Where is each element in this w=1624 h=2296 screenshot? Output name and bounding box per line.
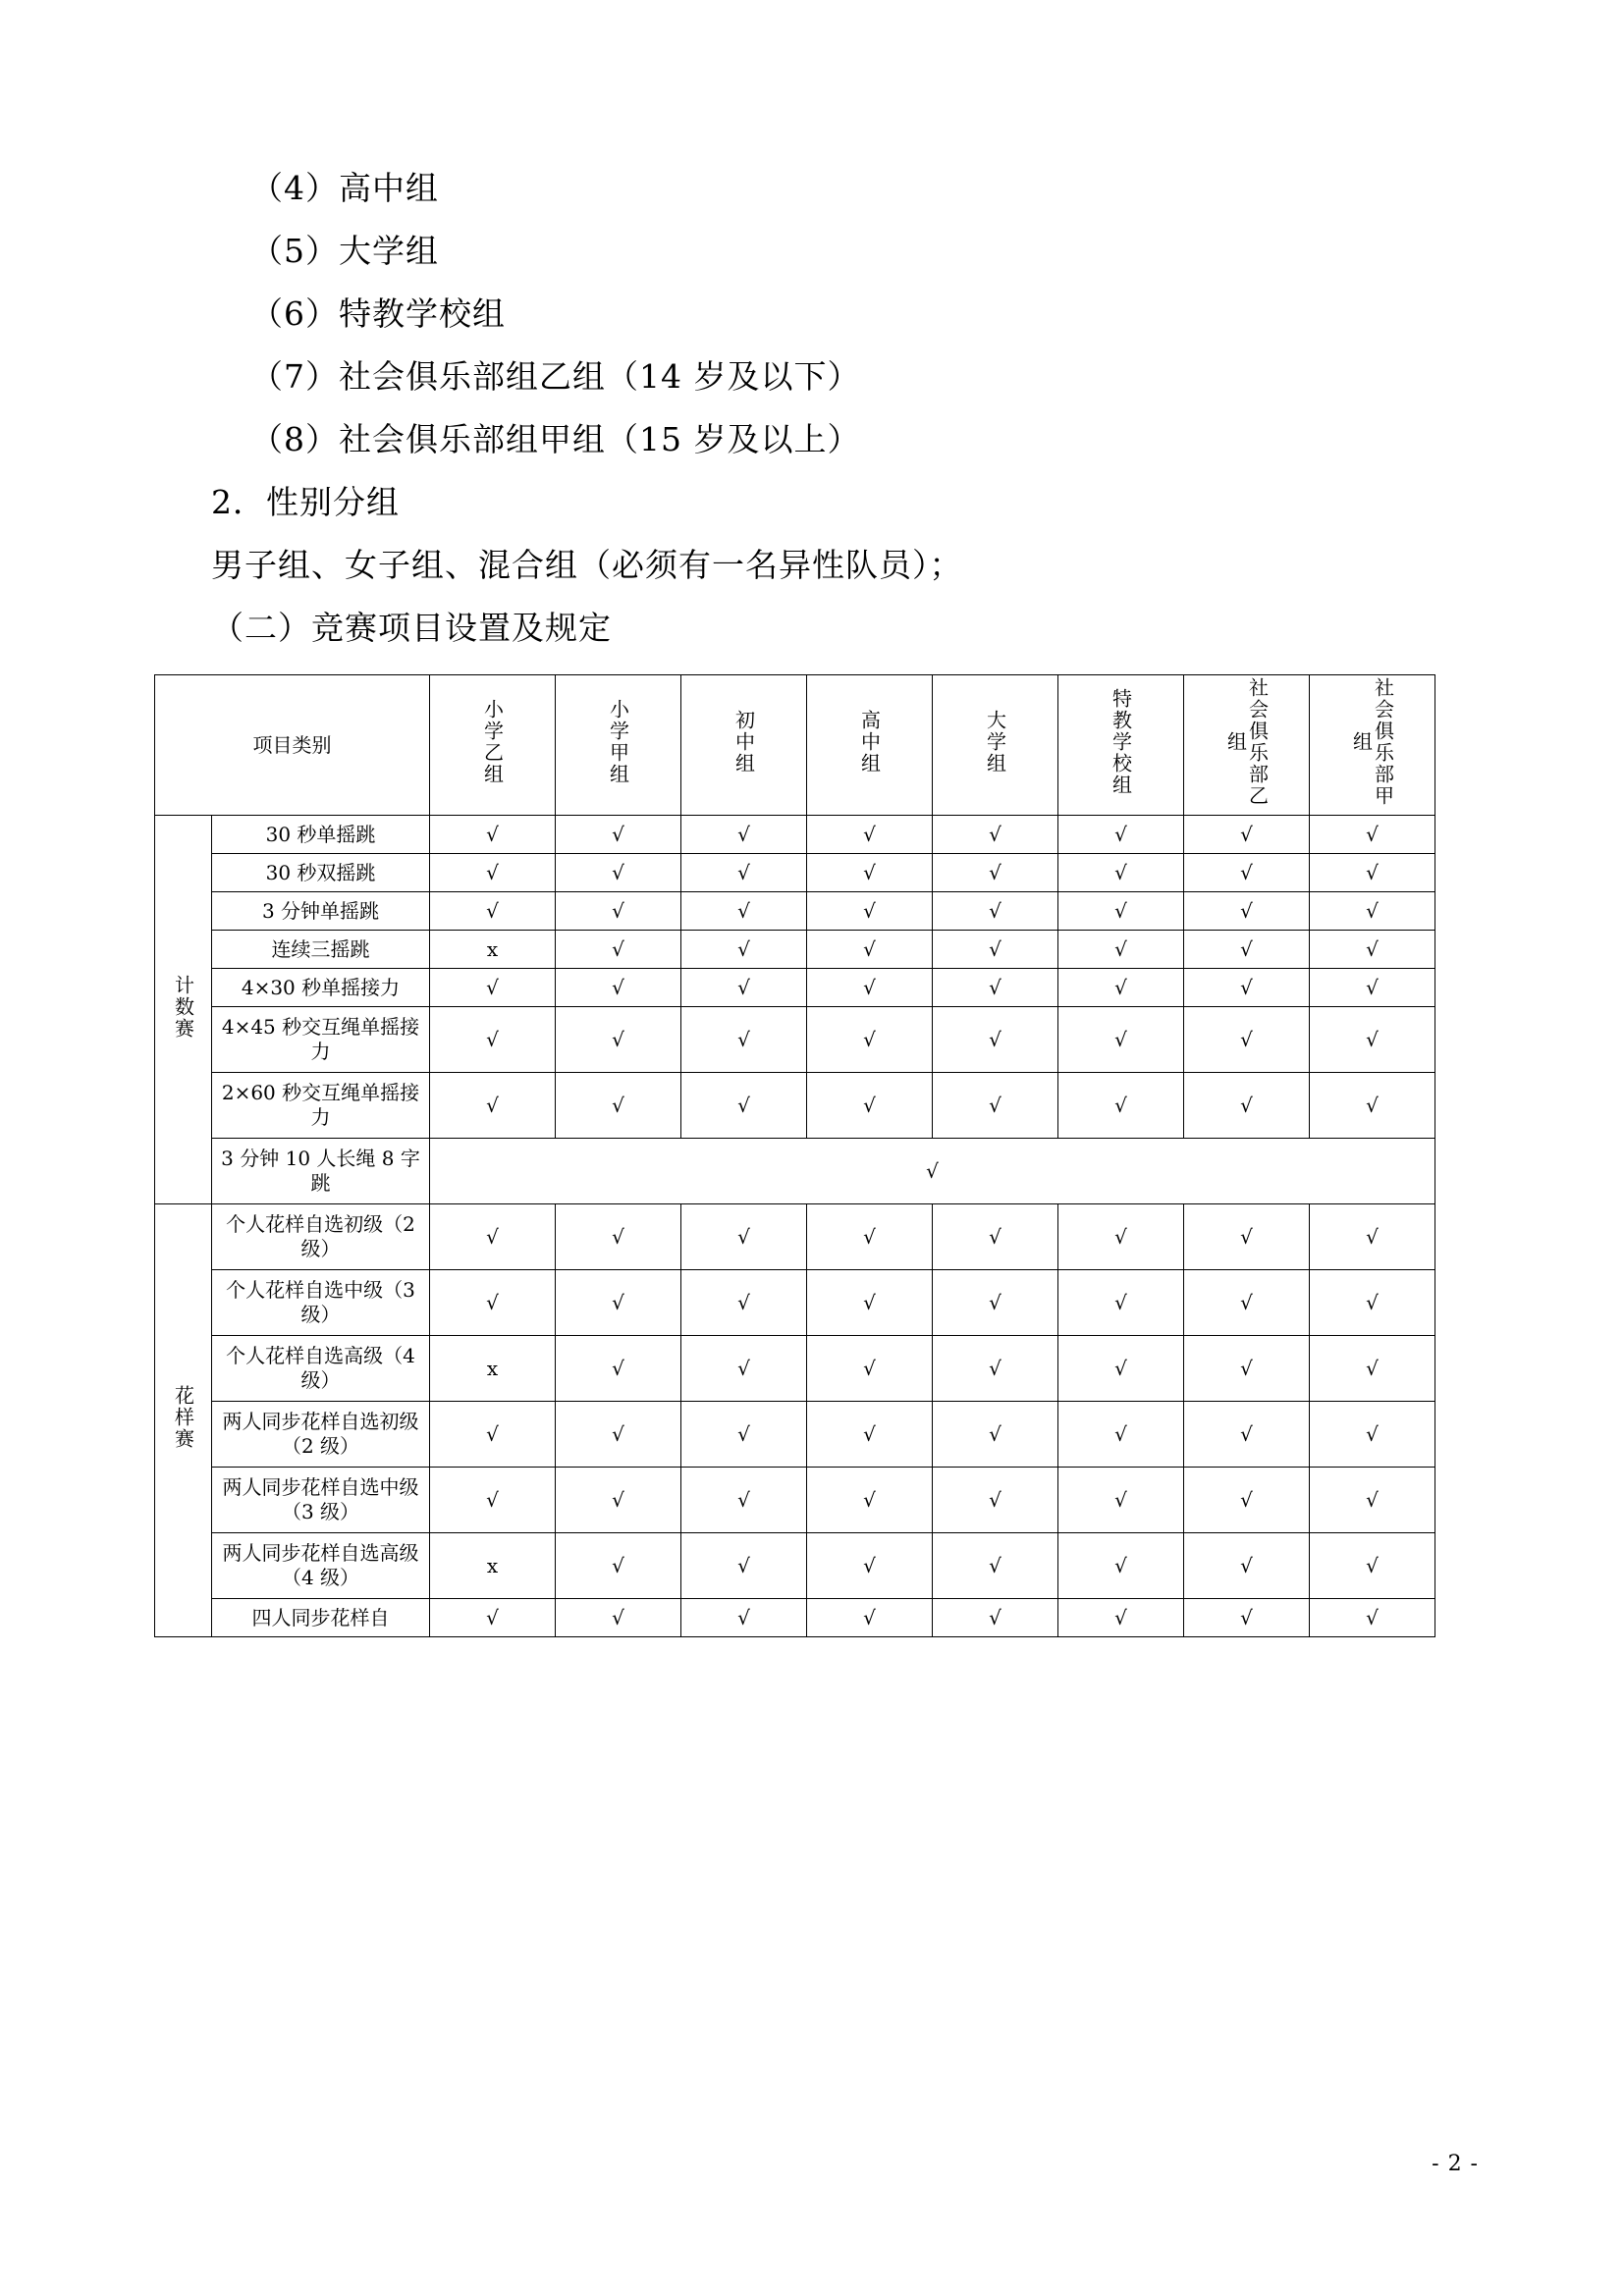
row-mark: √ <box>933 816 1058 854</box>
row-mark: √ <box>1310 1468 1435 1533</box>
row-mark: √ <box>556 931 681 969</box>
row-mark: √ <box>1184 1073 1310 1139</box>
paragraph: （6）特教学校组 <box>250 294 506 333</box>
header-group-2 <box>681 675 807 816</box>
row-item: 3 分钟单摇跳 <box>212 892 430 931</box>
row-mark: √ <box>681 1204 807 1270</box>
header-group-0-label: 小学乙组 <box>480 699 505 785</box>
row-mark: √ <box>556 969 681 1007</box>
row-mark: √ <box>1058 1468 1184 1533</box>
row-mark: √ <box>681 1468 807 1533</box>
header-item-category: 项目类别 <box>155 675 430 816</box>
header-group-4-label: 大学组 <box>983 710 1007 774</box>
row-mark: √ <box>1310 1270 1435 1336</box>
row-mark: √ <box>1184 1007 1310 1073</box>
row-mark: √ <box>1310 892 1435 931</box>
table-row <box>155 1073 1435 1139</box>
row-mark: √ <box>430 854 556 892</box>
header-group-5 <box>1058 675 1184 816</box>
row-mark: √ <box>681 969 807 1007</box>
table-row <box>155 1336 1435 1402</box>
table-row <box>155 1599 1435 1637</box>
row-mark: √ <box>430 969 556 1007</box>
row-mark: √ <box>1184 854 1310 892</box>
row-mark: √ <box>1310 816 1435 854</box>
row-mark: √ <box>430 1073 556 1139</box>
row-mark: √ <box>807 1533 933 1599</box>
row-mark: √ <box>430 1599 556 1637</box>
row-item: 3 分钟 10 人长绳 8 字跳 <box>212 1139 430 1204</box>
paragraph: （5）大学组 <box>250 232 439 270</box>
row-mark: √ <box>556 892 681 931</box>
row-mark: √ <box>1058 1270 1184 1336</box>
row-item: 连续三摇跳 <box>212 931 430 969</box>
row-mark: √ <box>1058 1007 1184 1073</box>
row-mark: √ <box>807 892 933 931</box>
row-mark: √ <box>430 892 556 931</box>
events-table <box>154 674 1435 1637</box>
row-mark: √ <box>430 1270 556 1336</box>
paragraph: （8）社会俱乐部组甲组（15 岁及以上） <box>250 420 861 458</box>
row-mark: √ <box>807 854 933 892</box>
row-mark: √ <box>1058 1336 1184 1402</box>
row-mark: √ <box>807 1336 933 1402</box>
row-mark: √ <box>1058 892 1184 931</box>
row-item: 30 秒双摇跳 <box>212 854 430 892</box>
category-label-0: 计数赛 <box>171 974 195 1040</box>
row-mark: √ <box>807 969 933 1007</box>
row-mark: √ <box>1184 1270 1310 1336</box>
row-mark: √ <box>933 1468 1058 1533</box>
row-mark: √ <box>1184 931 1310 969</box>
row-mark: x <box>430 931 556 969</box>
row-mark: √ <box>933 1402 1058 1468</box>
row-mark: √ <box>556 1533 681 1599</box>
row-mark: √ <box>807 1599 933 1637</box>
row-mark: √ <box>1058 1204 1184 1270</box>
row-mark: √ <box>1058 816 1184 854</box>
table-row <box>155 931 1435 969</box>
row-mark: √ <box>1310 969 1435 1007</box>
category-cell-0 <box>155 816 212 1204</box>
header-group-6 <box>1184 675 1310 816</box>
row-mark: √ <box>933 931 1058 969</box>
table-row <box>155 1533 1435 1599</box>
header-group-4 <box>933 675 1058 816</box>
row-mark: √ <box>430 1402 556 1468</box>
row-mark: √ <box>556 1007 681 1073</box>
row-mark: √ <box>681 1599 807 1637</box>
row-mark: √ <box>681 1533 807 1599</box>
row-mark: √ <box>807 1402 933 1468</box>
row-mark: √ <box>1310 1204 1435 1270</box>
row-mark: √ <box>807 1007 933 1073</box>
row-mark: √ <box>1310 1402 1435 1468</box>
table-row <box>155 1270 1435 1336</box>
row-mark: √ <box>1058 1402 1184 1468</box>
row-mark: √ <box>1184 816 1310 854</box>
header-group-3 <box>807 675 933 816</box>
row-mark: √ <box>681 1402 807 1468</box>
page-content <box>152 169 1478 1637</box>
row-mark: √ <box>556 1468 681 1533</box>
row-mark: √ <box>807 816 933 854</box>
row-mark: √ <box>1058 931 1184 969</box>
row-mark: √ <box>430 1468 556 1533</box>
table-row <box>155 1007 1435 1073</box>
page-number: - 2 - <box>1432 2152 1479 2176</box>
row-mark-spanned: √ <box>430 1139 1435 1204</box>
row-mark: √ <box>556 854 681 892</box>
row-mark: √ <box>1184 1599 1310 1637</box>
row-mark: √ <box>933 1270 1058 1336</box>
row-mark: √ <box>1184 1402 1310 1468</box>
category-label-1: 花样赛 <box>171 1385 195 1450</box>
row-mark: √ <box>1058 1073 1184 1139</box>
row-mark: √ <box>1184 892 1310 931</box>
header-group-6-label: 社会俱乐部乙组 <box>1223 677 1270 807</box>
row-mark: √ <box>1310 1007 1435 1073</box>
row-item: 两人同步花样自选中级（3 级） <box>212 1468 430 1533</box>
table-row <box>155 1204 1435 1270</box>
row-mark: √ <box>681 931 807 969</box>
row-mark: √ <box>556 1204 681 1270</box>
row-mark: √ <box>1058 1533 1184 1599</box>
row-item: 两人同步花样自选高级（4 级） <box>212 1533 430 1599</box>
row-mark: √ <box>430 1204 556 1270</box>
row-mark: √ <box>933 1007 1058 1073</box>
table-row <box>155 1139 1435 1204</box>
row-mark: √ <box>933 892 1058 931</box>
table-header <box>155 675 1435 816</box>
paragraph: （4）高中组 <box>250 169 439 207</box>
row-mark: √ <box>681 1073 807 1139</box>
row-mark: √ <box>1184 1468 1310 1533</box>
row-item: 4×45 秒交互绳单摇接力 <box>212 1007 430 1073</box>
row-item: 个人花样自选高级（4 级） <box>212 1336 430 1402</box>
table-header-row <box>155 675 1435 816</box>
header-group-3-label: 高中组 <box>857 710 882 774</box>
row-item: 4×30 秒单摇接力 <box>212 969 430 1007</box>
row-mark: √ <box>556 1402 681 1468</box>
row-mark: √ <box>933 1073 1058 1139</box>
row-mark: √ <box>556 1599 681 1637</box>
row-mark: √ <box>556 1073 681 1139</box>
row-mark: √ <box>681 816 807 854</box>
paragraph: 男子组、女子组、混合组（必须有一名异性队员）； <box>211 546 963 584</box>
table-row <box>155 1402 1435 1468</box>
row-mark: √ <box>1184 969 1310 1007</box>
row-mark: √ <box>807 931 933 969</box>
row-mark: √ <box>556 1336 681 1402</box>
row-mark: √ <box>1058 854 1184 892</box>
row-item: 个人花样自选初级（2 级） <box>212 1204 430 1270</box>
row-mark: √ <box>933 1533 1058 1599</box>
header-group-1-label: 小学甲组 <box>606 699 630 785</box>
row-mark: √ <box>807 1204 933 1270</box>
row-mark: x <box>430 1336 556 1402</box>
row-mark: √ <box>430 816 556 854</box>
row-mark: √ <box>807 1468 933 1533</box>
row-mark: √ <box>933 1204 1058 1270</box>
header-group-5-label: 特教学校组 <box>1109 688 1133 796</box>
row-mark: √ <box>807 1073 933 1139</box>
row-item: 30 秒单摇跳 <box>212 816 430 854</box>
paragraph: （7）社会俱乐部组乙组（14 岁及以下） <box>250 357 861 396</box>
row-item: 四人同步花样自 <box>212 1599 430 1637</box>
row-mark: √ <box>1184 1533 1310 1599</box>
category-cell-1 <box>155 1204 212 1637</box>
row-mark: √ <box>1310 854 1435 892</box>
row-mark: √ <box>1184 1204 1310 1270</box>
row-mark: √ <box>681 854 807 892</box>
row-mark: √ <box>1058 969 1184 1007</box>
row-item: 个人花样自选中级（3 级） <box>212 1270 430 1336</box>
row-mark: √ <box>933 1336 1058 1402</box>
header-group-0 <box>430 675 556 816</box>
row-item: 两人同步花样自选初级（2 级） <box>212 1402 430 1468</box>
table-row <box>155 816 1435 854</box>
row-mark: √ <box>681 1336 807 1402</box>
row-item: 2×60 秒交互绳单摇接力 <box>212 1073 430 1139</box>
row-mark: √ <box>933 1599 1058 1637</box>
table-row <box>155 854 1435 892</box>
row-mark: √ <box>1058 1599 1184 1637</box>
row-mark: √ <box>807 1270 933 1336</box>
row-mark: √ <box>1310 931 1435 969</box>
row-mark: √ <box>681 1270 807 1336</box>
header-group-7 <box>1310 675 1435 816</box>
table-row <box>155 892 1435 931</box>
paragraph: 2．性别分组 <box>211 483 400 521</box>
row-mark: √ <box>1310 1533 1435 1599</box>
table-row <box>155 969 1435 1007</box>
header-group-2-label: 初中组 <box>731 710 756 774</box>
row-mark: √ <box>933 854 1058 892</box>
table-body <box>155 816 1435 1637</box>
row-mark: √ <box>681 1007 807 1073</box>
row-mark: √ <box>681 892 807 931</box>
row-mark: √ <box>556 816 681 854</box>
row-mark: √ <box>1310 1336 1435 1402</box>
row-mark: √ <box>1184 1336 1310 1402</box>
header-group-1 <box>556 675 681 816</box>
row-mark: √ <box>430 1007 556 1073</box>
row-mark: x <box>430 1533 556 1599</box>
paragraph: （二）竞赛项目设置及规定 <box>211 609 612 647</box>
row-mark: √ <box>1310 1599 1435 1637</box>
row-mark: √ <box>933 969 1058 1007</box>
header-group-7-label: 社会俱乐部甲组 <box>1349 677 1395 807</box>
table-row <box>155 1468 1435 1533</box>
row-mark: √ <box>556 1270 681 1336</box>
row-mark: √ <box>1310 1073 1435 1139</box>
